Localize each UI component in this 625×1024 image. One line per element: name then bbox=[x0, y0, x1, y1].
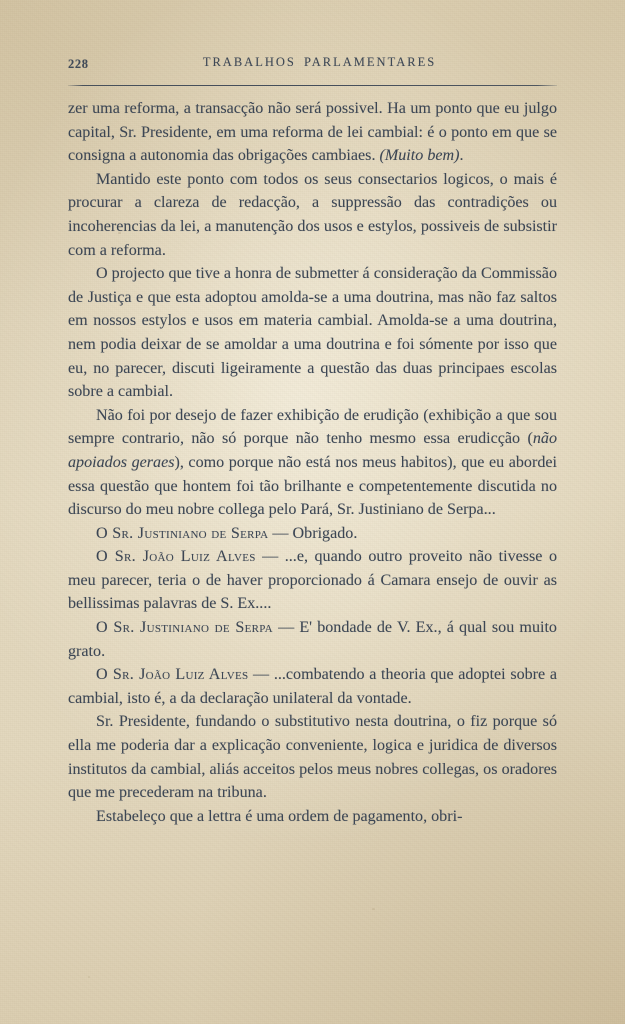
speaker-name: O Sr. Justiniano de Serpa bbox=[96, 524, 269, 542]
paragraph bbox=[68, 168, 557, 262]
page-number: 228 bbox=[68, 57, 89, 71]
paragraph bbox=[68, 97, 557, 168]
paragraph-tail: ), como porque não está nos meus habitos), que eu abordei essa questão que hontem foi tão brilhante e competentemente discutida no discurso do meu nobre collega pelo Pará, Sr. Justiniano de Serpa... bbox=[68, 453, 557, 519]
speaker-name: O Sr. Justiniano de Serpa bbox=[96, 619, 273, 637]
paragraph-italic: (Muito bem) bbox=[379, 147, 460, 165]
speech-paragraph bbox=[68, 616, 557, 663]
paragraph-text: Sr. Presidente, fundando o substitutivo nesta doutrina, o fiz porque só ella me poderia dar a explicação conveniente, logica e juridica de diversos institutos da cambial, aliás acceitos pelos meus nobres collegas, os oradores que me precederam na tribuna. bbox=[68, 713, 557, 802]
running-head-title: TRABALHOS PARLAMENTARES bbox=[202, 55, 437, 69]
speech-text: E' bondade de V. Ex., á qual sou muito grato. bbox=[68, 619, 557, 660]
body-text-column bbox=[68, 97, 557, 828]
paragraph bbox=[68, 710, 557, 804]
speaker-name: O Sr. João Luiz Alves bbox=[96, 666, 249, 684]
paragraph-text: O projecto que tive a honra de submetter á consideração da Commissão de Justiça e que esta adoptou amolda-se a uma doutrina, mas não faz saltos em nossos estylos e usos em materia cambial. Amolda-se a uma doutrina, nem podia deixar de se amoldar a uma doutrina e foi sómente por isso que eu, no parecer, discuti ligeiramente a questão das duas principaes escolas sobre a cambial. bbox=[68, 265, 557, 401]
speech-text: ...e, quando outro proveito não tivesse o meu parecer, teria o de haver proporcionado á Camara ensejo de ouvir as bellissimas palavras de S. Ex.... bbox=[68, 548, 557, 613]
speech-paragraph bbox=[68, 663, 557, 710]
paragraph-lead: Não foi por desejo de fazer exhibição de erudição (exhibição a que sou sempre contrario, não só porque não tenho mesmo essa erudicção ( bbox=[68, 406, 557, 448]
speaker-name: O Sr. João Luiz Alves bbox=[96, 548, 256, 566]
paragraph-tail: . bbox=[459, 147, 464, 165]
paragraph bbox=[68, 262, 557, 404]
paragraph bbox=[68, 805, 557, 829]
paragraph-italic: não apoiados geraes bbox=[68, 430, 557, 471]
paragraph-text: Mantido este ponto com todos os seus consectarios logicos, o mais é procurar a clareza de redacção, a suppressão das contradições ou incoherencias da lei, a manutenção dos usos e estylos, possiveis de subsistir com a reforma. bbox=[68, 170, 557, 259]
speech-text: ...combatendo a theoria que adoptei sobre a cambial, isto é, a da declaração unilateral da vontade. bbox=[68, 666, 557, 707]
paragraph-text: zer uma reforma, a transacção não será possivel. Ha um ponto que eu julgo capital, Sr. Presidente, em uma reforma de lei cambial: é o ponto em que se consigna a autonomia das obrigações cambiaes. bbox=[68, 100, 557, 165]
running-head bbox=[68, 55, 557, 75]
speaker-separator: — bbox=[248, 666, 274, 684]
speech-text: Obrigado. bbox=[292, 524, 358, 542]
header-rule bbox=[68, 85, 557, 86]
speaker-separator: — bbox=[268, 524, 293, 542]
speech-paragraph bbox=[68, 522, 557, 546]
speaker-separator: — bbox=[255, 548, 285, 566]
paragraph bbox=[68, 404, 557, 522]
speech-paragraph bbox=[68, 545, 557, 616]
speaker-separator: — bbox=[272, 619, 300, 637]
paragraph-text: Estabeleço que a lettra é uma ordem de pagamento, obri- bbox=[96, 807, 463, 825]
